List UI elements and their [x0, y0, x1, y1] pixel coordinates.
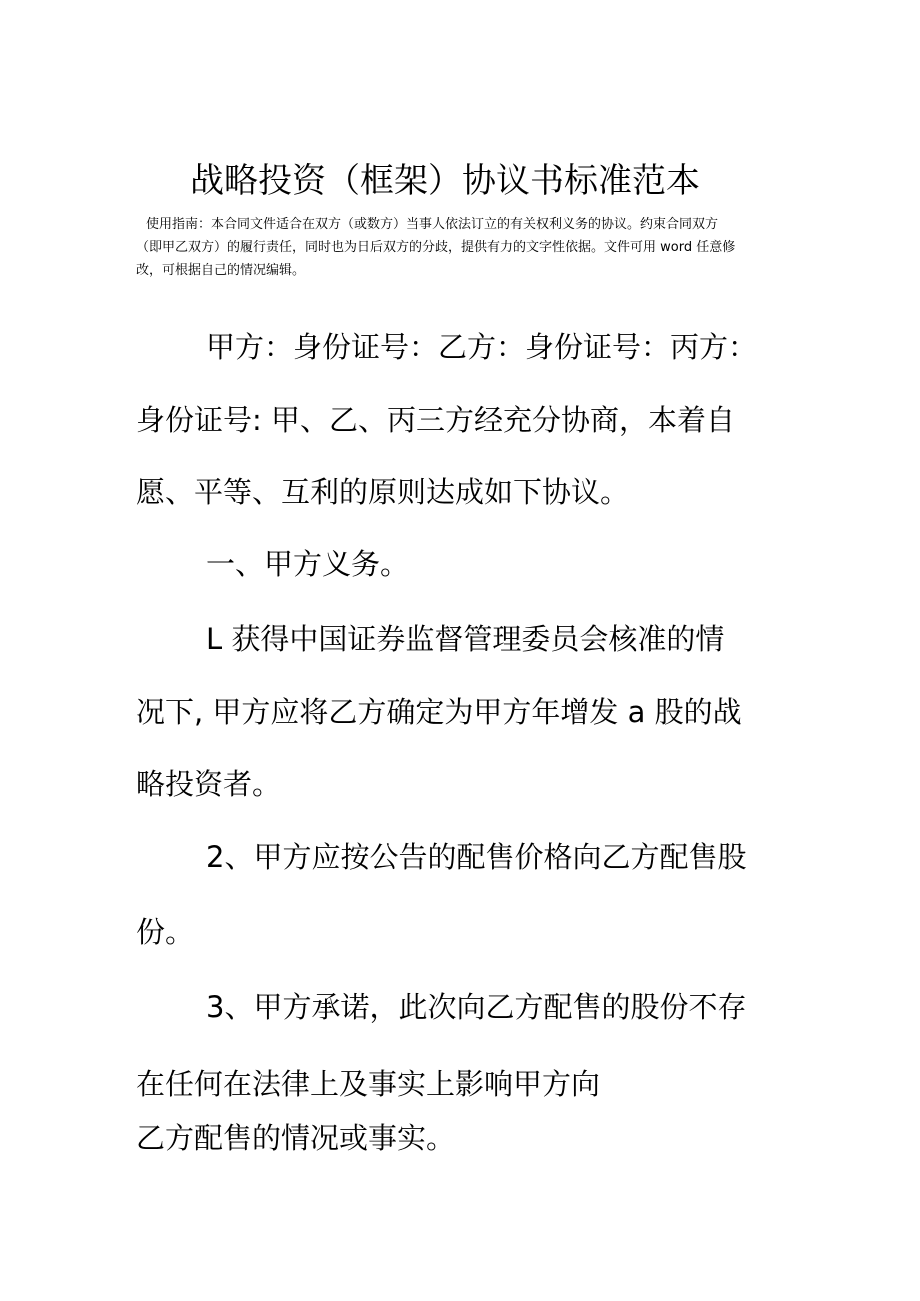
parties-line: 愿、平等、互利的原则达成如下协议。	[136, 475, 630, 509]
clause-line: 份。	[136, 915, 195, 949]
clause-line: 3、甲方承诺，此次向乙方配售的股份不存	[206, 990, 747, 1024]
document-title: 战略投资（框架）协议书标准范本	[190, 161, 700, 201]
guide-line: 使用指南：本合同文件适合在双方（或数方）当事人依法订立的有关权利义务的协议。约束合同双方	[146, 217, 719, 232]
clause-line: 在任何在法律上及事实上影响甲方向	[136, 1067, 601, 1101]
clause-line: 况下, 甲方应将乙方确定为甲方年增发 a 股的战	[136, 695, 742, 729]
usage-guide	[136, 213, 784, 282]
parties-line: 甲方：身份证号：乙方：身份证号：丙方：	[206, 330, 758, 364]
clause-line: 略投资者。	[136, 767, 282, 801]
clause-line: L 获得中国证券监督管理委员会核准的情	[206, 622, 725, 656]
clause-line: 2、甲方应按公告的配售价格向乙方配售股	[206, 840, 747, 874]
clause-line: 乙方配售的情况或事实。	[136, 1121, 456, 1155]
guide-line: （即甲乙双方）的履行责任，同时也为日后双方的分歧，提供有力的文字性依据。文件可用 word 任意修	[136, 240, 736, 255]
parties-line: 身份证号: 甲、乙、丙三方经充分协商，本着自	[136, 403, 735, 437]
guide-line: 改，可根据自己的情况编辑。	[136, 263, 306, 278]
section-heading: 一、甲方义务。	[206, 547, 410, 581]
